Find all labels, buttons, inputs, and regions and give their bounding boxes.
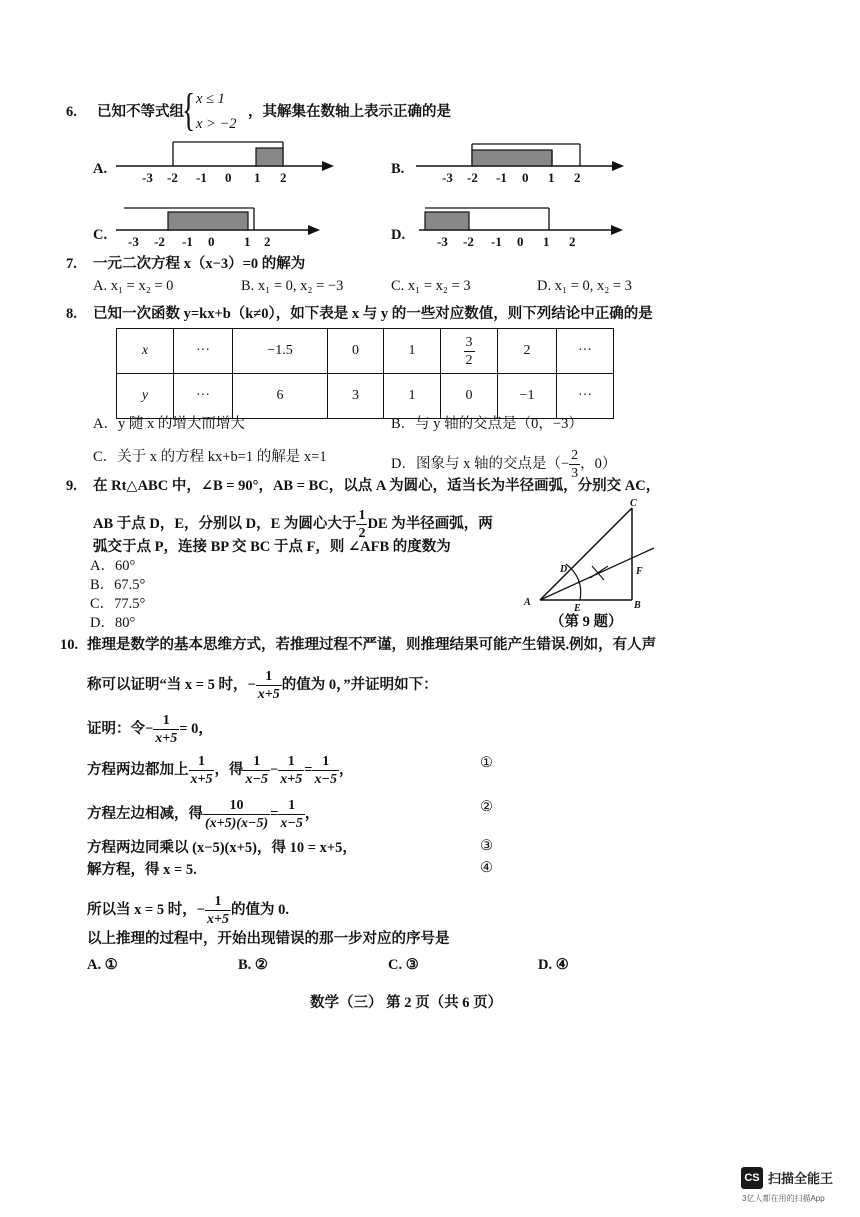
tick-label: -3 [442,170,453,185]
proof-conclusion-a: 所以当 x = 5 时，− [87,901,206,918]
tick-label: 2 [264,234,271,249]
frac-denominator: x−5 [314,772,337,787]
q6-ineq-2: x > −2 [196,116,237,132]
proof-conclusion-b: 的值为 0. [231,901,290,918]
q9-line-3: 弧交于点 P，连接 BP 交 BC 于点 F，则 ∠AFB 的度数为 [93,539,451,555]
frac-numerator: 1 [358,508,366,523]
q9-figure [518,494,668,616]
frac-numerator: 1 [312,753,338,771]
frac-denominator: x+5 [190,772,213,787]
q6-brace: { [182,84,196,135]
q10-line-2-b: 的值为 0，”并证明如下： [281,676,438,693]
number-line-c [112,200,324,252]
tick-label: 2 [280,170,287,185]
frac-numerator: 1 [205,893,231,911]
q6-option-d-label: D. [391,227,406,243]
frac-denominator: 2 [465,352,473,368]
proof-conclusion [87,893,289,928]
q10-number: 10. [60,637,79,653]
frac-numerator: 1 [243,753,269,771]
point-label-f: F [636,566,643,577]
q10-option-c: C. ③ [388,957,419,973]
scanner-tagline: 3亿人都在用的扫描App [742,1194,825,1203]
q10-line-1: 推理是数学的基本思维方式，若推理过程不严谨，则推理结果可能产生错误.例如，有人声 [87,637,657,653]
number-line-d [415,200,627,252]
frac-denominator: x+5 [280,772,303,787]
tick-label: 2 [569,234,576,249]
proof-intro-a: 证明：令− [87,720,154,737]
q6-option-b-label: B. [391,161,405,177]
proof-step-3: 方程两边同乘以 (x−5)(x+5)，得 10 = x+5， [87,840,357,856]
q8-option-d-tail: ，0） [580,455,617,472]
tick-label: 0 [208,234,215,249]
q6-option-a-label: A. [93,161,108,177]
q9-line-2-a: AB 于点 D，E，分别以 D，E 为圆心大于 [93,515,357,532]
q10-question: 以上推理的过程中，开始出现错误的那一步对应的序号是 [87,931,450,947]
proof-step-1 [87,753,353,788]
q6-number: 6. [66,104,77,120]
q9-number: 9. [66,478,77,494]
point-label-d: D [560,564,568,575]
table-cell: 0 [328,329,384,374]
tick-label: -1 [496,170,507,185]
q7-option-d: D. x₁ = 0, x₂ = 3 [537,278,632,294]
table-cell: 1 [384,329,441,374]
scanner-logo: CS [741,1167,763,1189]
scanner-brand-name: 扫描全能王 [768,1171,834,1186]
proof-step-1-a: 方程两边都加上 [87,761,189,778]
proof-step-2 [87,797,319,832]
table-cell: ··· [557,374,614,419]
q10-option-a: A. ① [87,957,118,973]
table-cell: 6 [233,374,328,419]
step-marker-4: ④ [480,860,493,876]
frac-numerator: 1 [278,753,304,771]
table-cell: 1 [384,374,441,419]
q10-option-d: D. ④ [538,957,569,973]
number-line-a [112,134,337,186]
point-label-a: A [524,597,531,608]
tick-label: -2 [167,170,178,185]
number-line-b [412,134,627,186]
proof-step-1-d: = [304,761,313,778]
q6-stem-a: 已知不等式组 [97,104,184,120]
q9-option-d: D．80° [90,615,136,631]
q9-figure-caption: （第 9 题） [550,614,623,630]
proof-intro-b: = 0， [179,720,213,737]
proof-step-4: 解方程，得 x = 5. [87,862,197,878]
q9-option-b: B．67.5° [90,577,146,593]
q8-number: 8. [66,306,77,322]
tick-label: -3 [437,234,448,249]
frac-numerator: 1 [278,797,304,815]
table-cell: x [117,329,174,374]
page-footer: 数学（三） 第 2 页（共 6 页） [310,995,503,1011]
table-cell: −1.5 [233,329,328,374]
table-cell: 2 [498,329,557,374]
tick-label: 1 [548,170,555,185]
frac-denominator: x−5 [280,816,303,831]
q9-option-a: A．60° [90,558,136,574]
table-row-y [117,374,614,419]
frac-numerator: 1 [256,668,282,686]
q7-option-a: A. x₁ = x₂ = 0 [93,278,174,294]
frac-numerator: 1 [153,712,179,730]
q6-stem-b: ，其解集在数轴上表示正确的是 [248,104,451,120]
tick-label: 0 [225,170,232,185]
tick-label: 2 [574,170,581,185]
q8-option-b: B．与 y 轴的交点是（0，−3） [391,416,583,432]
tick-label: 0 [522,170,529,185]
proof-step-1-b: ，得 [214,761,244,778]
table-cell: −1 [498,374,557,419]
q10-line-2 [87,668,438,703]
tick-label: 1 [244,234,251,249]
q9-option-c: C．77.5° [90,596,146,612]
table-cell: 3 [328,374,384,419]
q8-option-d-text: D．图象与 x 轴的交点是（− [391,455,570,472]
table-cell [441,329,498,374]
tick-label: -3 [128,234,139,249]
frac-numerator: 3 [465,334,473,350]
tick-label: 0 [517,234,524,249]
q10-line-2-a: 称可以证明“当 x = 5 时，− [87,676,256,693]
xy-value-table [116,328,614,419]
frac-numerator: 1 [189,753,215,771]
q8-option-c: C．关于 x 的方程 kx+b=1 的解是 x=1 [93,449,327,465]
q8-stem: 已知一次函数 y=kx+b（k≠0），如下表是 x 与 y 的一些对应数值，则下列结论中正确的是 [93,306,653,322]
frac-denominator: 3 [571,466,579,481]
table-row-x [117,329,614,374]
table-cell: ··· [557,329,614,374]
tick-label: -2 [467,170,478,185]
q10-option-b: B. ② [238,957,268,973]
q7-option-b: B. x₁ = 0, x₂ = −3 [241,278,344,294]
proof-step-1-e: ， [338,761,354,778]
table-cell: y [117,374,174,419]
frac-denominator: x+5 [207,912,230,927]
q7-number: 7. [66,256,77,272]
tick-label: 1 [543,234,550,249]
tick-label: -2 [154,234,165,249]
proof-step-1-c: − [269,761,279,778]
q6-option-c-label: C. [93,227,108,243]
q7-stem: 一元二次方程 x（x−3）=0 的解为 [93,256,306,272]
tick-label: -3 [142,170,153,185]
tick-label: -1 [196,170,207,185]
step-marker-3: ③ [480,838,493,854]
tick-label: 1 [254,170,261,185]
step-marker-1: ① [480,755,493,771]
step-marker-2: ② [480,799,493,815]
frac-denominator: (x+5)(x−5) [205,816,269,831]
point-label-c: C [630,498,637,509]
q9-line-1: 在 Rt△ABC 中，∠B = 90°，AB = BC，以点 A 为圆心，适当长为半径画弧，分别交 AC， [93,478,661,494]
proof-step-2-a: 方程左边相减，得 [87,805,203,822]
tick-label: -2 [463,234,474,249]
q8-option-a: A．y 随 x 的增大而增大 [93,416,245,432]
proof-intro [87,712,213,747]
table-cell: ··· [174,374,233,419]
tick-label: -1 [182,234,193,249]
table-cell: 0 [441,374,498,419]
point-label-e: E [574,603,581,614]
frac-denominator: 2 [358,526,366,541]
frac-numerator: 2 [571,448,579,463]
point-label-b: B [634,600,641,611]
table-cell: ··· [174,329,233,374]
proof-step-2-b: = [270,805,279,822]
q6-ineq-1: x ≤ 1 [196,91,225,107]
frac-denominator: x+5 [155,731,178,746]
q7-option-c: C. x₁ = x₂ = 3 [391,278,471,294]
q9-line-2-b: DE 为半径画弧，两 [367,515,493,532]
frac-denominator: x+5 [257,687,280,702]
frac-numerator: 10 [203,797,270,815]
frac-denominator: x−5 [245,772,268,787]
tick-label: -1 [491,234,502,249]
proof-step-2-c: ， [304,805,320,822]
